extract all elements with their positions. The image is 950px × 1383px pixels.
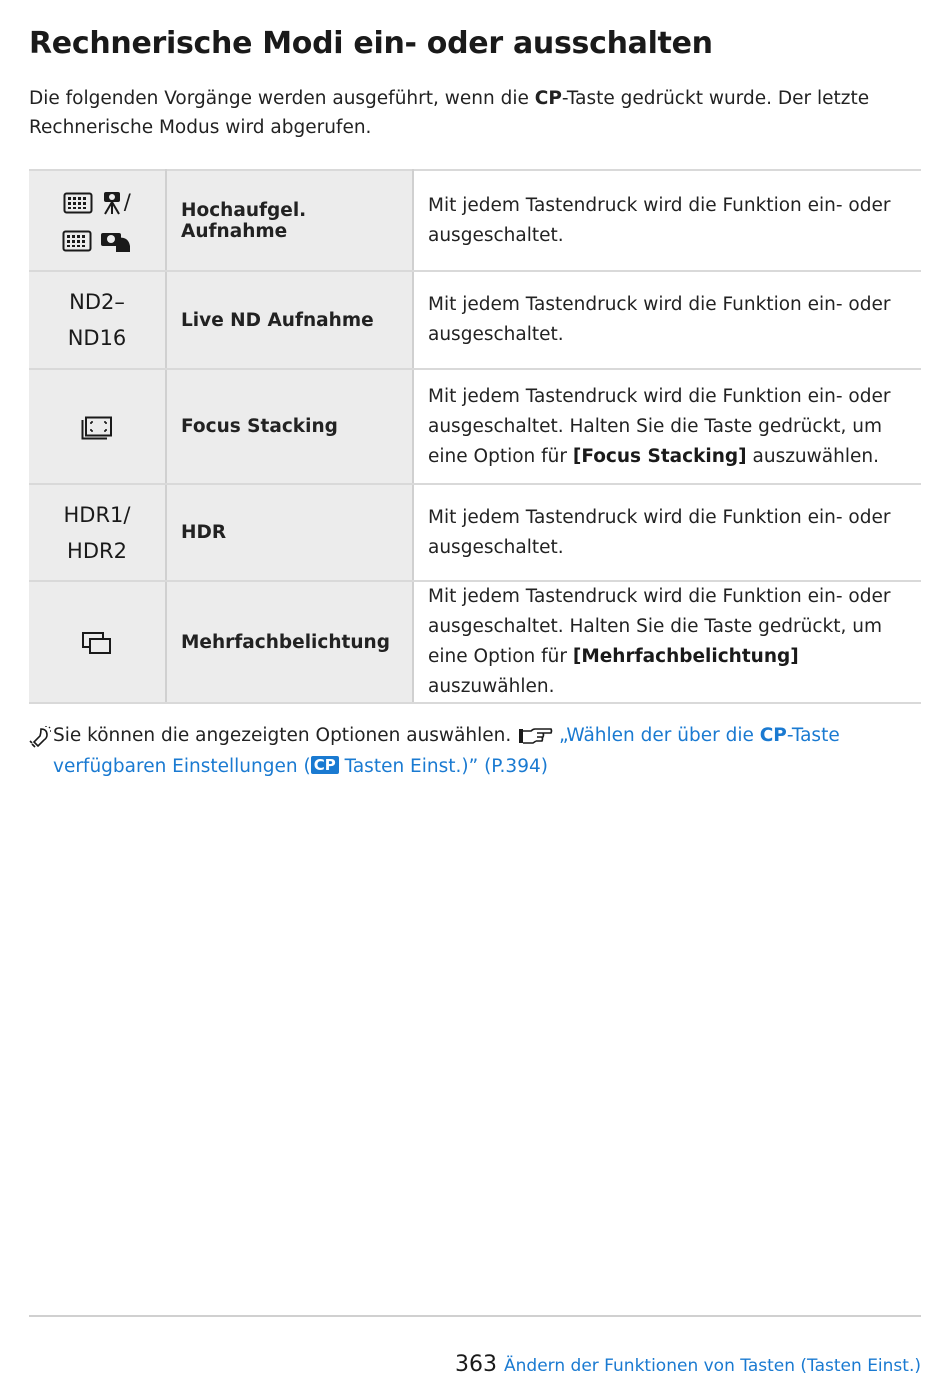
hdr-label-line2: HDR2 xyxy=(67,538,127,563)
modes-table xyxy=(29,169,921,704)
mode-description: Mit jedem Tastendruck wird die Funktion ein- oder ausgeschaltet. xyxy=(413,170,921,271)
multiple-exposure-icon xyxy=(81,631,113,655)
handheld-camera-icon xyxy=(98,228,132,254)
mode-name: Focus Stacking xyxy=(166,369,413,484)
link-cp-key[interactable]: CP xyxy=(759,725,787,746)
tip-lightbulb-icon xyxy=(29,726,51,748)
mode-description: Mit jedem Tastendruck wird die Funktion ein- oder ausgeschaltet. xyxy=(413,484,921,581)
intro-text-1: Die folgenden Vorgänge werden ausgeführt, wenn die xyxy=(29,88,535,109)
mode-name: Mehrfachbelichtung xyxy=(166,581,413,703)
mode-description xyxy=(413,369,921,484)
intro-paragraph xyxy=(29,84,909,142)
mode-description: Mit jedem Tastendruck wird die Funktion ein- oder ausgeschaltet. xyxy=(413,271,921,369)
page-number: 363 xyxy=(455,1352,497,1377)
mode-name: Live ND Aufnahme xyxy=(166,271,413,369)
mode-icon-cell xyxy=(29,369,166,484)
page-title: Rechnerische Modi ein- oder ausschalten xyxy=(29,26,713,61)
mode-description xyxy=(413,581,921,703)
hint-note xyxy=(29,720,921,782)
desc-bold-option: [Mehrfachbelichtung] xyxy=(572,646,799,667)
intro-cp-key: CP xyxy=(534,88,562,109)
mode-icon-cell xyxy=(29,581,166,703)
hdr-label-line1: HDR1/ xyxy=(63,502,131,527)
hint-body xyxy=(53,720,921,782)
desc-bold-option: [Focus Stacking] xyxy=(572,445,747,467)
high-res-grid-icon xyxy=(63,192,93,214)
table-row xyxy=(29,484,921,581)
desc-text: auszuwählen. xyxy=(428,676,555,697)
desc-text: Mit jedem Tastendruck wird die Funktion ein- oder ausgeschaltet. Halten Sie die Taste gedrückt, um eine Option für xyxy=(428,385,891,467)
icon-slash: / xyxy=(123,189,131,214)
table-row xyxy=(29,581,921,703)
intro-text-2: -Taste gedrückt wurde. Der letzte Rechnerische Modus wird abgerufen. xyxy=(29,88,870,138)
table-row xyxy=(29,271,921,369)
cp-button-badge-icon[interactable]: CP xyxy=(311,756,339,774)
mode-name: HDR xyxy=(166,484,413,581)
mode-icon-cell xyxy=(29,170,166,271)
link-text[interactable]: -Taste verfügbaren Einstellungen ( xyxy=(53,725,840,777)
table-row xyxy=(29,170,921,271)
reference-pointing-hand-icon xyxy=(517,727,553,745)
chapter-link[interactable]: Ändern der Funktionen von Tasten (Tasten Einst.) xyxy=(504,1356,921,1376)
desc-text: Mit jedem Tastendruck wird die Funktion ein- oder ausgeschaltet. Halten Sie die Taste gedrückt, um eine Option für xyxy=(428,586,891,667)
nd-label-line1: ND2– xyxy=(69,290,125,314)
nd-label-line2: ND16 xyxy=(67,326,127,350)
tripod-camera-icon xyxy=(100,190,124,216)
mode-name: Hochaufgel. Aufnahme xyxy=(166,170,413,271)
mode-icon-cell xyxy=(29,271,166,369)
high-res-shot-icons xyxy=(29,183,165,259)
hint-text: Sie können die angezeigten Optionen auswählen. xyxy=(53,725,518,746)
link-text[interactable]: „Wählen der über die xyxy=(559,725,760,746)
table-row xyxy=(29,369,921,484)
desc-text: auszuwählen. xyxy=(746,445,879,467)
footer-divider xyxy=(29,1315,921,1317)
focus-stacking-icon xyxy=(81,416,113,440)
link-text[interactable]: Tasten Einst.)” (P.394) xyxy=(338,756,548,777)
high-res-grid-icon xyxy=(62,230,92,252)
mode-icon-cell xyxy=(29,484,166,581)
